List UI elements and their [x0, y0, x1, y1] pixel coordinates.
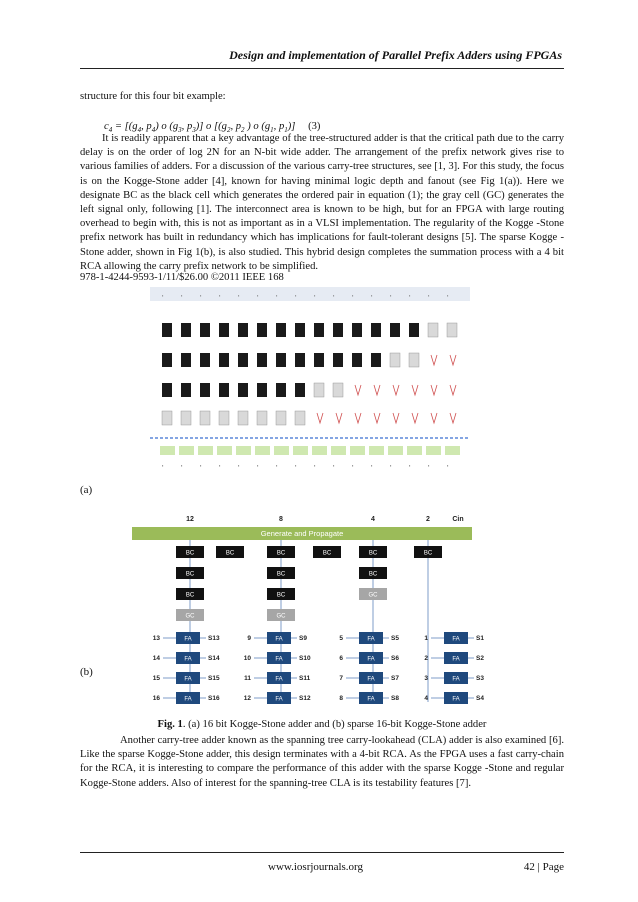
top-label: 4: [371, 516, 375, 523]
gray-cell-label: GC: [185, 613, 195, 620]
gray-cell: [314, 383, 324, 397]
sum-output-label: S6: [391, 655, 399, 662]
fig-a-label: (a): [80, 484, 93, 496]
sum-label: ▪: [409, 463, 411, 468]
black-cell-label: BC: [185, 571, 195, 578]
fa-input-label: 10: [243, 655, 251, 662]
col-label: ▪: [352, 293, 354, 298]
full-adder-label: FA: [452, 656, 460, 663]
black-cell: [333, 323, 343, 337]
gray-cell: [276, 411, 286, 425]
col-label: ▪: [314, 293, 316, 298]
header-rule: [80, 68, 564, 69]
gray-cell: [390, 353, 400, 367]
isbn-line: 978-1-4244-9593-1/11/$26.00 ©2011 IEEE 168: [80, 272, 284, 283]
sum-label: ▪: [352, 463, 354, 468]
col-label: ▪: [238, 293, 240, 298]
black-cell-label: BC: [225, 550, 235, 557]
full-adder-label: FA: [184, 676, 192, 683]
black-cell-label: BC: [276, 550, 286, 557]
black-cell: [295, 383, 305, 397]
equation-number: (3): [308, 121, 321, 132]
black-cell-label: BC: [368, 571, 378, 578]
black-cell: [276, 323, 286, 337]
black-cell: [238, 323, 248, 337]
top-label: 2: [426, 516, 430, 523]
sum-label: ▪: [162, 463, 164, 468]
figure-1b-sparse-kogge-stone: [128, 510, 484, 710]
fa-input-label: 5: [339, 635, 343, 642]
sum-label: ▪: [390, 463, 392, 468]
input-cell: [426, 446, 441, 455]
gray-cell: [409, 353, 419, 367]
col-label: ▪: [181, 293, 183, 298]
black-cell-label: BC: [276, 592, 286, 599]
figure-1a-kogge-stone: [150, 283, 470, 473]
col-label: ▪: [390, 293, 392, 298]
sum-output-label: S3: [476, 675, 484, 682]
full-adder-label: FA: [367, 636, 375, 643]
black-cell: [314, 323, 324, 337]
black-cell: [390, 323, 400, 337]
footer-url: www.iosrjournals.org: [268, 861, 364, 873]
fa-input-label: 2: [424, 655, 428, 662]
black-cell: [219, 383, 229, 397]
input-cell: [179, 446, 194, 455]
fa-input-label: 11: [244, 675, 251, 682]
full-adder-label: FA: [275, 656, 283, 663]
sum-output-label: S15: [208, 675, 220, 682]
fa-input-label: 8: [339, 695, 343, 702]
col-label: ▪: [428, 293, 430, 298]
full-adder-label: FA: [367, 656, 375, 663]
sum-label: ▪: [428, 463, 430, 468]
black-cell: [371, 353, 381, 367]
intro-line: structure for this four bit example:: [80, 91, 226, 102]
black-cell: [257, 323, 267, 337]
col-label: ▪: [447, 293, 449, 298]
sum-output-label: S14: [208, 655, 220, 662]
paragraph-2: Another carry-tree adder known as the spanning tree carry-lookahead (CLA) adder is also examined [6]. Like the sparse Kogge-Stone adder, this design terminates with a 4-bit RCA. As the FPGA uses a fast carry-chain for the RCA, it is interesting to compare the performance of this adder with the sparse Kogge -Stone and regular Kogge-Stone adders. Also of interest for the spanning-tree CLA is its testability features [7].: [80, 735, 564, 789]
col-label: ▪: [371, 293, 373, 298]
sum-output-label: S10: [299, 655, 311, 662]
paragraph-1: It is readily apparent that a key advantage of the tree-structured adder is that the critical path due to the carry delay is on the order of log 2N for an N-bit wide adder. The arrangement of the prefix network gives rise to various families of adders. For a discussion of the various carry-tree structures, see [1, 3]. For this study, the focus is on the Kogge-Stone adder [4], known for having minimal logic depth and fanout (see Fig 1(a)). Here we designate BC as the black cell which generates the ordered pair in equation (1); the gray cell (GC) generates the left signal only, following [1]. The interconnect area is known to be high, but for an FPGA with large routing overhead to begin with, this is not as important as in a VLSI implementation. The regularity of the Kogge -Stone prefix network has built in redundancy which has implications for fault-tolerant designs [5]. The sparse Kogge -Stone adder, shown in Fig 1(b), is also studied. This hybrid design completes the summation process with a 4 bit RCA allowing the carry prefix network to be simplified.: [80, 133, 564, 272]
black-cell: [162, 323, 172, 337]
sum-label: ▪: [181, 463, 183, 468]
black-cell-label: BC: [276, 571, 286, 578]
input-cell: [255, 446, 270, 455]
input-cell: [350, 446, 365, 455]
input-cell: [293, 446, 308, 455]
caption-figure-number: Fig. 1: [157, 719, 183, 730]
input-cell: [445, 446, 460, 455]
sum-output-label: S9: [299, 635, 307, 642]
black-cell: [200, 323, 210, 337]
sum-label: ▪: [219, 463, 221, 468]
gray-cell: [447, 323, 457, 337]
full-adder-label: FA: [452, 636, 460, 643]
black-cell: [219, 323, 229, 337]
black-cell: [352, 323, 362, 337]
gray-cell: [219, 411, 229, 425]
fig-b-label: (b): [80, 666, 93, 678]
gray-cell: [333, 383, 343, 397]
sum-output-label: S13: [208, 635, 220, 642]
full-adder-label: FA: [275, 676, 283, 683]
footer-rule: [80, 852, 564, 853]
full-adder-label: FA: [184, 656, 192, 663]
generate-propagate-label: Generate and Propagate: [260, 529, 344, 538]
black-cell: [295, 353, 305, 367]
col-label: ▪: [276, 293, 278, 298]
black-cell: [200, 353, 210, 367]
sum-output-label: S8: [391, 695, 399, 702]
sum-label: ▪: [295, 463, 297, 468]
input-cell: [312, 446, 327, 455]
input-cell: [388, 446, 403, 455]
full-adder-label: FA: [452, 676, 460, 683]
black-cell-label: BC: [368, 550, 378, 557]
sum-output-label: S7: [391, 675, 399, 682]
top-label: 8: [279, 516, 283, 523]
col-label: ▪: [162, 293, 164, 298]
input-cell: [236, 446, 251, 455]
black-cell-label: BC: [185, 550, 195, 557]
fa-input-label: 1: [424, 635, 428, 642]
full-adder-label: FA: [275, 636, 283, 643]
sum-label: ▪: [238, 463, 240, 468]
gray-cell: [181, 411, 191, 425]
black-cell: [295, 323, 305, 337]
col-label: ▪: [295, 293, 297, 298]
col-label: ▪: [257, 293, 259, 298]
black-cell: [276, 353, 286, 367]
fa-input-label: 7: [339, 675, 343, 682]
gray-cell-label: GC: [276, 613, 286, 620]
sum-label: ▪: [333, 463, 335, 468]
black-cell: [200, 383, 210, 397]
fa-input-label: 12: [243, 695, 251, 702]
black-cell: [238, 383, 248, 397]
full-adder-label: FA: [367, 676, 375, 683]
input-cell: [160, 446, 175, 455]
black-cell-label: BC: [322, 550, 332, 557]
figure-caption: [80, 719, 564, 730]
equation-3: $c_4 = [(g_4$, $p_4$) o ($g_3$, $p_3$)] o [($g_2$, $p_2$ ) o ($g_1$, $p_1$)] (3): [104, 121, 321, 135]
sum-output-label: S5: [391, 635, 399, 642]
sum-output-label: S2: [476, 655, 484, 662]
full-adder-label: FA: [184, 636, 192, 643]
fa-input-label: 14: [152, 655, 160, 662]
black-cell: [162, 383, 172, 397]
black-cell: [181, 323, 191, 337]
gray-cell: [200, 411, 210, 425]
black-cell: [333, 353, 343, 367]
fa-input-label: 3: [424, 675, 428, 682]
black-cell: [314, 353, 324, 367]
top-label: Cin: [452, 516, 464, 523]
sum-label: ▪: [447, 463, 449, 468]
sum-output-label: S16: [208, 695, 220, 702]
running-header: Design and implementation of Parallel Prefix Adders using FPGAs: [229, 48, 562, 62]
sum-output-label: S1: [476, 635, 484, 642]
input-cell: [217, 446, 232, 455]
full-adder-label: FA: [452, 696, 460, 703]
sum-label: ▪: [371, 463, 373, 468]
input-cell: [198, 446, 213, 455]
sum-output-label: S11: [299, 675, 311, 682]
black-cell: [219, 353, 229, 367]
col-label: ▪: [219, 293, 221, 298]
col-label: ▪: [333, 293, 335, 298]
black-cell: [257, 353, 267, 367]
black-cell: [238, 353, 248, 367]
caption-text: . (a) 16 bit Kogge-Stone adder and (b) sparse 16-bit Kogge-Stone adder: [182, 719, 487, 730]
black-cell: [352, 353, 362, 367]
sum-output-label: S12: [299, 695, 311, 702]
sum-label: ▪: [314, 463, 316, 468]
gray-cell: [162, 411, 172, 425]
sum-label: ▪: [257, 463, 259, 468]
full-adder-label: FA: [275, 696, 283, 703]
input-cell: [369, 446, 384, 455]
sum-label: ▪: [200, 463, 202, 468]
col-label: ▪: [409, 293, 411, 298]
gray-cell: [257, 411, 267, 425]
black-cell-label: BC: [423, 550, 433, 557]
top-label: 12: [186, 516, 194, 523]
black-cell: [181, 383, 191, 397]
fa-input-label: 9: [247, 635, 251, 642]
black-cell: [162, 353, 172, 367]
input-cell: [407, 446, 422, 455]
sum-label: ▪: [276, 463, 278, 468]
black-cell: [276, 383, 286, 397]
col-label: ▪: [200, 293, 202, 298]
gray-cell-label: GC: [368, 592, 378, 599]
gray-cell: [295, 411, 305, 425]
footer-page-number: 42 | Page: [523, 861, 564, 873]
black-cell-label: BC: [185, 592, 195, 599]
black-cell: [181, 353, 191, 367]
fa-input-label: 15: [152, 675, 160, 682]
black-cell: [371, 323, 381, 337]
input-cell: [331, 446, 346, 455]
fa-input-label: 6: [339, 655, 343, 662]
black-cell: [409, 323, 419, 337]
sum-output-label: S4: [476, 695, 484, 702]
gray-cell: [238, 411, 248, 425]
fa-input-label: 13: [152, 635, 160, 642]
fa-input-label: 4: [424, 695, 428, 702]
full-adder-label: FA: [184, 696, 192, 703]
input-cell: [274, 446, 289, 455]
fa-input-label: 16: [152, 695, 160, 702]
black-cell: [257, 383, 267, 397]
gray-cell: [428, 323, 438, 337]
full-adder-label: FA: [367, 696, 375, 703]
